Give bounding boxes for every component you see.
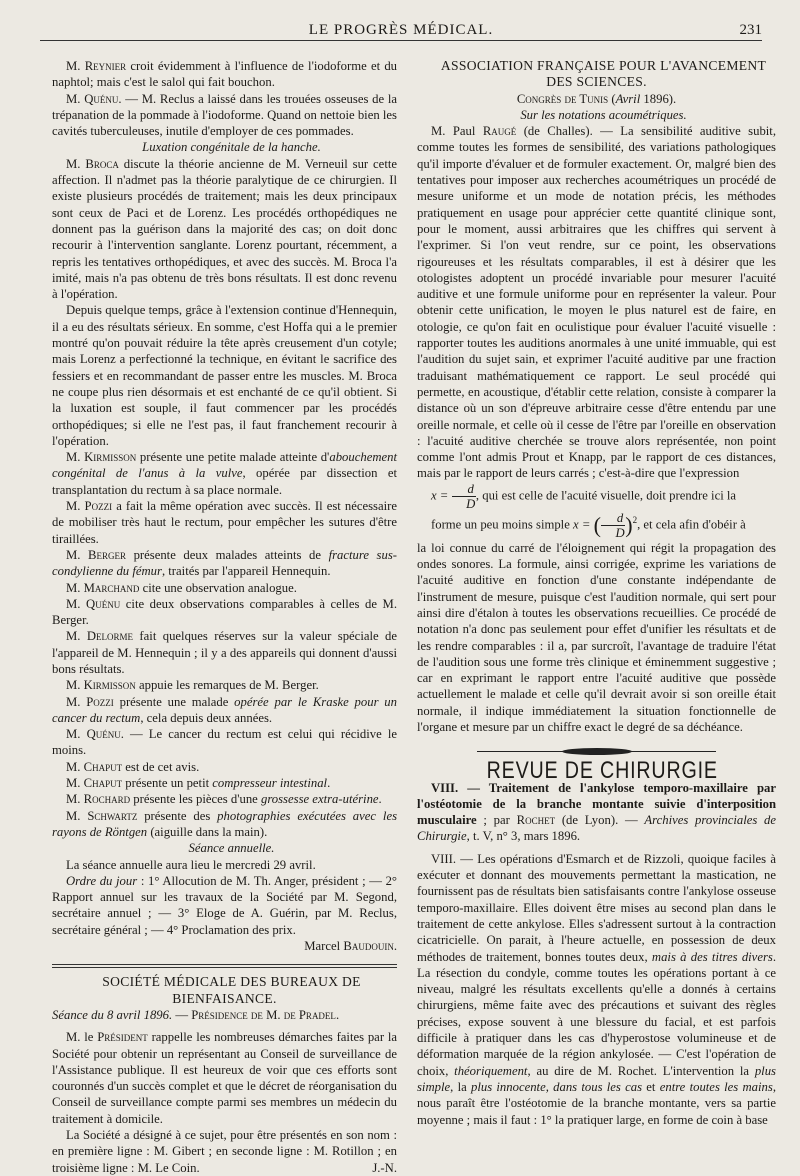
paragraph: M. Chaput présente un petit compresseur intestinal. (66, 776, 331, 791)
paragraph: M. Quénu. — M. Reclus a laissé dans les trouées osseuses de la trépanation de la pommade à l'iodoforme. Quand on nettoie bien les cavités tuberculeuses, inutile d'employer de ces pommades. (52, 91, 398, 139)
formula-line-2: forme un peu moins simple x = ( $\frac{d}{D}$ )$^2$, et cela afin d'obéir à (431, 510, 746, 540)
paragraph: M. Broca discute la théorie ancienne de M. Verneuil sur cette affection. Il n'admet pas la théorie paralytique de ce chirurgien. Il existe plusieurs procédés de traitement; mais les deux principaux sont ceux de Paci et de Lorenz. Les procédés orthopédiques ne donnent pas la guérison dans la majorité des cas; on doit donc recourir à l'intervention sanglante. Lorenz pourtant, récemment, a repris les tentatives orthopédiques, et avec des succès. M. Broca l'a imité, mais n'a pas obtenu de très bons résultats. Il est donc revenu à l'opération. (52, 156, 397, 302)
signature: Marcel Baudouin. (304, 939, 397, 954)
paragraph: M. Delorme fait quelques réserves sur la valeur spéciale de l'appareil de M. Hennequin ; il y a des appareils qui donnent d'aussi bons résultats. (52, 629, 398, 676)
running-head (40, 20, 762, 41)
paragraph: M. Rochard présente les pièces d'une grossesse extra-utérine. (66, 792, 382, 807)
paragraph: M. Pozzi présente une malade opérée par le Kraske pour un cancer du rectum, cela depuis deux années. (52, 694, 397, 725)
section-heading-societe: SOCIÉTÉ MÉDICALE DES BUREAUX DE BIENFAISANCE. (102, 974, 361, 1006)
paragraph: M. Paul Raugé (de Challes). — La sensibilité auditive subit, comme toutes les formes de sensibilité, des variations pathologiques qu'il importe d'évaluer et de formuler exactement. Or, malgré bien des tentatives pour imposer aux recherches acoumétriques un procédé de mesure uniforme et un mode de notation précis, les méthodes pratiquement en usage pour apprécier cette quantité clinique sont, pour le moment, aussi arbitraires que les chiffres qui servent à l'exprimer. Si l'on veut rendre, sur ce point, les observations rigoureuses et les résultats comparables, il est à désirer que les otologistes adoptent un procédé invariable pour mesurer l'acuité auditive et une formule uniforme pour en représenter la valeur. Pour obtenir cette unification, le moyen le plus naturel est de faire, en otologie, ce qu'on fait en oculistique pour évaluer l'acuité visuelle : rapporter toutes les auditions anormales à une unité immuable, qui est l'audition du sujet sain, et exprimer l'acuité auditive par une fraction traduisant mathématiquement ce rapport. Le seul procédé qui permette, en acoustique, d'établir cette relation, consiste à comparer la distance où un son d'épreuve arbitraire cesse d'être entendu par une oreille normale, et celle où il cesse de l'être par l'oreille en observation : l'acuité auditive cherchée se trouve alors représentée, non point comme l'ont admis Prout et Knapp, par le rapport de ces distances, mais par le rapport de leurs carrés ; c'est-à-dire que l'expression (417, 124, 777, 481)
paragraph: M. Quénu cite deux observations comparables à celles de M. Berger. (52, 596, 397, 628)
paragraph: La séance annuelle aura lieu le mercredi 29 avril. (66, 857, 316, 872)
paragraph: M. Chaput est de cet avis. (66, 759, 200, 774)
session-line: Séance du 8 avril 1896. — Présidence de M. de Pradel. (52, 1007, 340, 1022)
section-title-notations: Sur les notations acoumétriques. (520, 107, 687, 122)
paragraph: M. le Président rappelle les nombreuses démarches faites par la Société pour obtenir un représentant au Conseil de surveillance de l'Assistance publique. Il est heureux de voir que ces efforts sont couronnés d'un succès complet et que le décret de réorganisation du Conseil de surveillance compte parmi ses membres un médecin du traitement à domicile. (52, 1030, 397, 1126)
journal-title: LE PROGRÈS MÉDICAL. (308, 22, 494, 38)
fraction: $\frac{d}{D}$ (601, 511, 625, 540)
section-title-seance: Séance annuelle. (188, 841, 275, 856)
paragraph: M. Reynier croit évidemment à l'influence de l'iodoforme et du naphtol; mais c'est le salol qui fait bouchon. (52, 59, 398, 90)
fraction: $\frac{d}{D}$ (452, 482, 476, 511)
article-heading: VIII. — Traitement de l'ankylose temporo-maxillaire par l'ostéotomie de la branche montante suivie d'interposition musculaire ; par Rochet (de Lyon). — Archives provinciales de Chirurgie, t. V, n° 3, mars 1896. (417, 780, 776, 844)
paragraph: La Société a désigné à ce sujet, pour être présentés en son nom : en première ligne : M. Gibert ; en seconde ligne : M. Rotillon ; en troisième ligne : M. Le Coin. J.-N. (52, 1128, 397, 1175)
paragraph: M. Kirmisson présente une petite malade atteinte d'abouchement congénital de l'anus à la vulve, opérée par dissection et transplantation du rectum à sa place normale. (52, 450, 397, 497)
paragraph: M. Berger présente deux malades atteints de fracture sus-condylienne du fémur, traités par l'appareil Hennequin. (52, 547, 397, 579)
paragraph: Depuis quelque temps, grâce à l'extension continue d'Hennequin, il a eu des résultats sérieux. En somme, c'est Hoffa qui a le premier montré qu'on pouvait réduire la tête après creusement d'un cotyle; mais Lorenz a perfectionné la technique, en évitant le sacrifice des fessiers et en recommandant de passer entre les muscles. M. Broca ne coupe plus rien désormais et est enchanté de ce qu'il obtient. Si la luxation est souple, il faut commencer par les procédés orthopédiques; si elle ne l'est pas, il faut franchement recourir à l'opération. (52, 303, 397, 448)
paragraph: Ordre du jour : 1° Allocution de M. Th. Anger, président ; — 2° Rapport annuel sur les travaux de la Société par M. Segond, secrétaire annuel ; — 3° Eloge de A. Guérin, par M. Reclus, secrétaire général ; — 4° Proclamation des prix. (52, 873, 397, 937)
revue-title: REVUE DE CHIRURGIE (486, 757, 718, 785)
section-heading-association: ASSOCIATION FRANÇAISE POUR L'AVANCEMENT DES SCIENCES. (440, 58, 767, 90)
paragraph: M. Schwartz présente des photographies exécutées avec les rayons de Röntgen (aiguille dans la main). (52, 808, 398, 839)
paragraph: VIII. — Les opérations d'Esmarch et de Rizzoli, quoique faciles à exécuter et donnant des mouvements permettant la mastication, ne fournissent pas de résultats bien satisfaisants contre l'ankylose osseuse temporo-maxillaire. Elles doivent être mises au second plan dans le traitement de cette ankylose. Elles s'adressent surtout à la contraction cicatricielle. On parait, à l'heure actuelle, en possession de deux méthodes de traitement, bonnes toutes deux, mais à des titres divers. La résection du condyle, comme toutes les opérations portant à ce niveau, malgré les résultats excellents qu'elle a donnés à certains chirurgiens, même faite avec des précautions et suivant des règles précises, expose souvent à une blessure du facial, et est parfois difficile à pratiquer dans les cas d'hyperostose volumineuse et de déformation marquée de la région ankylosée. — C'est l'opération de choix, théoriquement, au dire de M. Rochet. L'intervention la plus simple, la plus innocente, dans tous les cas et entre toutes les mains, nous paraît être l'ostéotomie de la branche montante, vers sa partie moyenne ; mais il faut : 1° la pratiquer large, en forme de coin à base (417, 851, 776, 1127)
paragraph: M. Quénu. — Le cancer du rectum est celui qui récidive le moins. (52, 727, 397, 758)
page-number: 231 (739, 22, 762, 38)
paragraph: la loi connue du carré de l'éloignement qui régit la propagation des ondes sonores. La formule, ainsi corrigée, exprime les variations de l'acuité auditive en fonction d'une constante indépendante de l'instrument de mesure, puisque c'est l'audition normale, qui sert pour ainsi dire d'étalon à toutes les observations recueillies. Ce procédé de notation n'a donc pas seulement pour effet d'unifier les résultats et de les rendre comparables : il a, par surcroît, l'avantage de traduire l'état de l'audition sous une forme très clinique et éminemment suggestive ; car en exprimant le rapport entre l'acuité auditive que possède actuellement le malade et celle qu'il devrait avoir si son oreille était normale, il indique immédiatement la situation fonctionnelle de l'organe et mesure par un chiffre exact le degré de sa déchéance. (417, 540, 776, 734)
signature: J.-N. (372, 1160, 397, 1175)
section-title-luxation: Luxation congénitale de la hanche. (142, 140, 321, 155)
paragraph: M. Pozzi a fait la même opération avec succès. Il est nécessaire de mobiliser très haut le rectum, pour empêcher les sutures d'être tiraillées. (52, 499, 398, 546)
left-column (52, 58, 397, 1176)
paragraph: M. Kirmisson appuie les remarques de M. Berger. (66, 678, 319, 693)
section-divider (52, 960, 397, 970)
right-column (417, 58, 776, 1128)
paragraph: M. Marchand cite une observation analogue. (66, 580, 297, 595)
formula-line-1: x = $\frac{d}{D}$ , qui est celle de l'acuité visuelle, doit prendre ici la (431, 481, 737, 511)
congress-line: Congrès de Tunis (Avril 1896). (516, 91, 677, 106)
